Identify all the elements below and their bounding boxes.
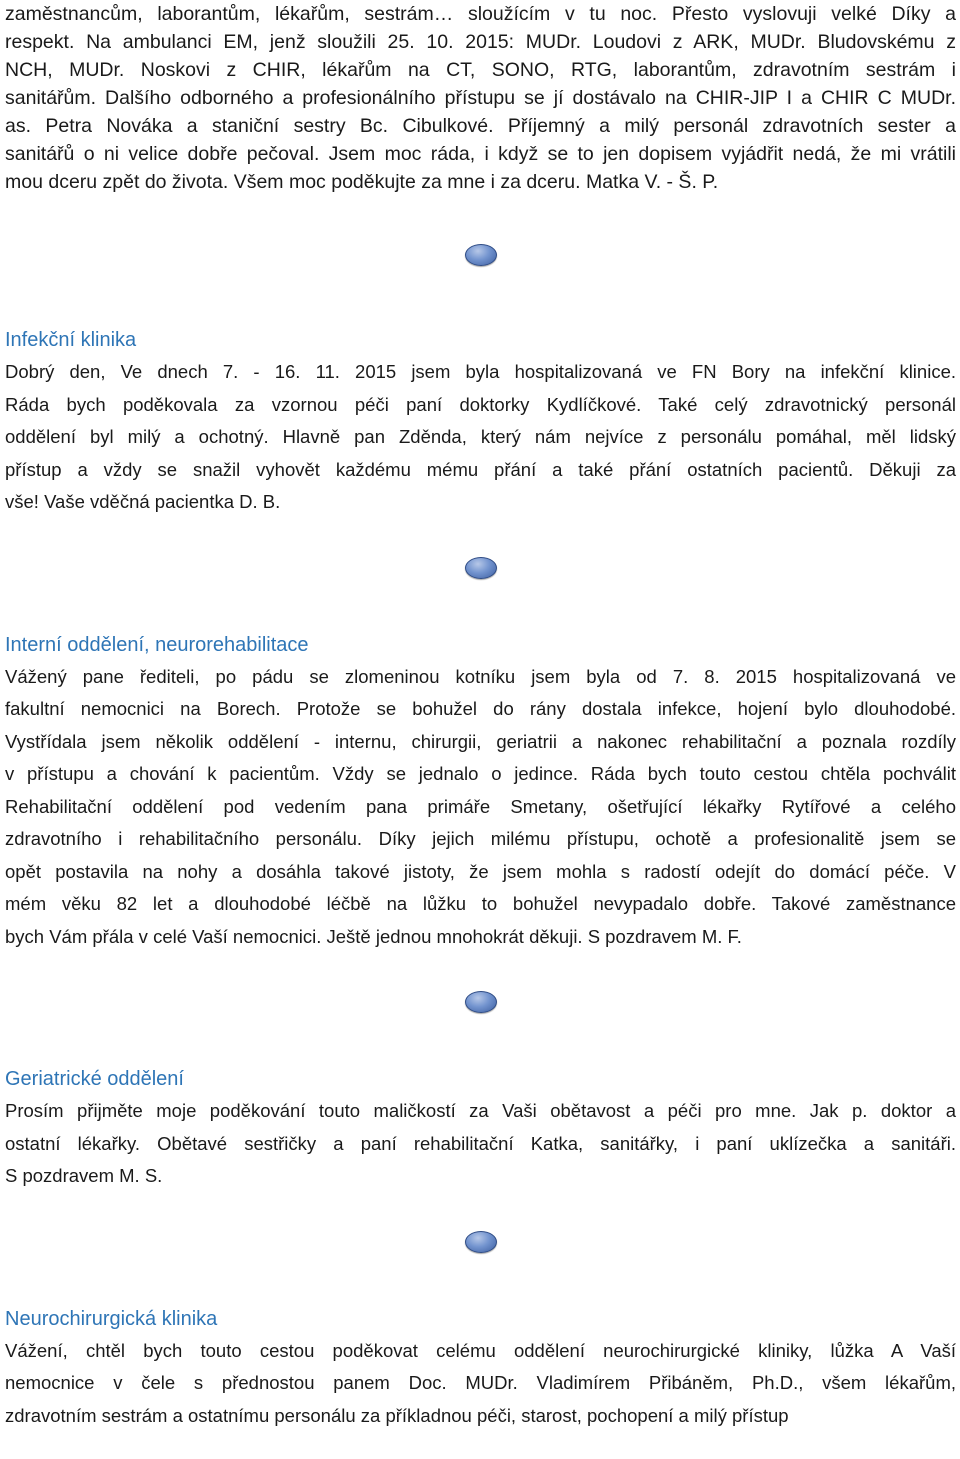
text-line: zdravotním sestrám a ostatnímu personálu za příkladnou péči, starost, pochopení a milý přístup [5,1404,789,1426]
section [5,326,956,519]
text-line: nemocnice v čele s přednostou panem Doc. MUDr. Vladimírem Přibáněm, Ph.D., všem lékařům, [5,1372,956,1393]
text-line: v přístupu a chování k pacientům. Vždy se jednalo o jedince. Ráda bych touto cestou chtěla pochválit [5,763,956,784]
text-line: opět postavila na nohy a dosáhla takové jistoty, že jsem mohla s radostí odejít do domácí péče. V [5,860,956,882]
text-line: ostatní lékařky. Obětavé sestřičky a paní rehabilitační Katka, sanitářky, i paní uklízečka a sanitáři. [5,1132,956,1154]
text-line: Vážení, chtěl bych touto cestou poděkovat celému oddělení neurochirurgické kliniky, lůžka A Vaší [5,1339,956,1361]
blue-oval-bullet-icon [465,557,497,579]
section-title: Infekční klinika [5,329,137,351]
sections-container [5,196,956,1432]
text-line: bych Vám přála v celé Vaší nemocnici. Ještě jednou mnohokrát děkuji. S pozdravem M. F. [5,925,742,947]
text-line: Vystřídala jsem několik oddělení - internu, chirurgii, geriatrii a nakonec rehabilitační a poznala rozdíly [5,730,956,752]
text-line: Vážený pane řediteli, po pádu se zlomeninou kotníku jsem byla od 7. 8. 2015 hospitalizovaná ve [5,665,956,687]
text-line: sanitářů o ni velice dobře pečoval. Jsem moc ráda, i když se to jen dopisem vyjádřit nedá, že mi vrátili [5,143,956,165]
text-line: zdravotního i rehabilitačního personálu. Díky jejich milému přístupu, ochotě a profesionalitě jsem se [5,828,956,849]
text-line: sanitářům. Dalšího odborného a profesionálního přístupu se jí dostávalo na CHIR-JIP I a CHIR C MUDr. [5,87,956,109]
document-page [5,0,956,1432]
text-line: NCH, MUDr. Noskovi z CHIR, lékařům na CT, SONO, RTG, laborantům, zdravotním sestrám i [5,59,956,81]
section-title: Interní oddělení, neurorehabilitace [5,633,309,656]
section-title: Neurochirurgická klinika [5,1307,218,1330]
text-line: Rehabilitační oddělení pod vedením pana primáře Smetany, ošetřující lékařky Rytířové a celého [5,795,956,817]
text-line: zaměstnancům, laborantům, lékařům, sestrám… sloužícím v tu noc. Přesto vyslovuji velké Díky a [5,3,956,25]
text-line: Prosím přijměte moje poděkování touto maličkostí za Vaši obětavost a péči pro mne. Jak p. doktor a [5,1100,956,1121]
text-line: Dobrý den, Ve dnech 7. - 16. 11. 2015 jsem byla hospitalizovaná ve FN Bory na infekční klinice. [5,361,956,382]
text-line: Ráda bych poděkovala za vzornou péči paní doktorky Kydlíčkové. Také celý zdravotnický personál [5,393,956,415]
blue-oval-bullet-icon [465,244,497,266]
section-divider [5,519,956,631]
section [5,631,956,954]
section-title: Geriatrické oddělení [5,1068,184,1090]
section-divider [5,196,956,326]
section-body [5,1335,956,1433]
section-body [5,356,956,519]
text-line: oddělení byl milý a ochotný. Hlavně pan Zděnda, který nám nejvíce z personálu pomáhal, měl lidský [5,426,956,447]
blue-oval-bullet-icon [465,991,497,1013]
text-line: S pozdravem M. S. [5,1165,163,1186]
section [5,1305,956,1433]
text-line: fakultní nemocnici na Borech. Protože se bohužel do rány dostala infekce, hojení bylo dlouhodobé. [5,698,956,719]
section [5,1065,956,1193]
text-line: mou dceru zpět do života. Všem moc poděkujte za mne i za dceru. Matka V. - Š. P. [5,171,719,193]
section-divider [5,953,956,1065]
text-line: as. Petra Nováka a staniční sestry Bc. Cibulkové. Příjemný a milý personál zdravotních sester a [5,115,956,137]
blue-oval-bullet-icon [465,1231,497,1253]
text-line: přístup a vždy se snažil vyhovět každému mému přání a také přání ostatních pacientů. Děkuji za [5,458,956,480]
text-line: respekt. Na ambulanci EM, jenž sloužili 25. 10. 2015: MUDr. Loudovi z ARK, MUDr. Bludovskému z [5,31,956,53]
text-line: vše! Vaše vděčná pacientka D. B. [5,491,281,512]
section-body [5,1095,956,1193]
intro-paragraph [5,0,956,196]
section-body [5,661,956,954]
text-line: mém věku 82 let a dlouhodobé léčbě na lůžku to bohužel nevypadalo dobře. Takové zaměstnance [5,893,956,914]
section-divider [5,1193,956,1305]
